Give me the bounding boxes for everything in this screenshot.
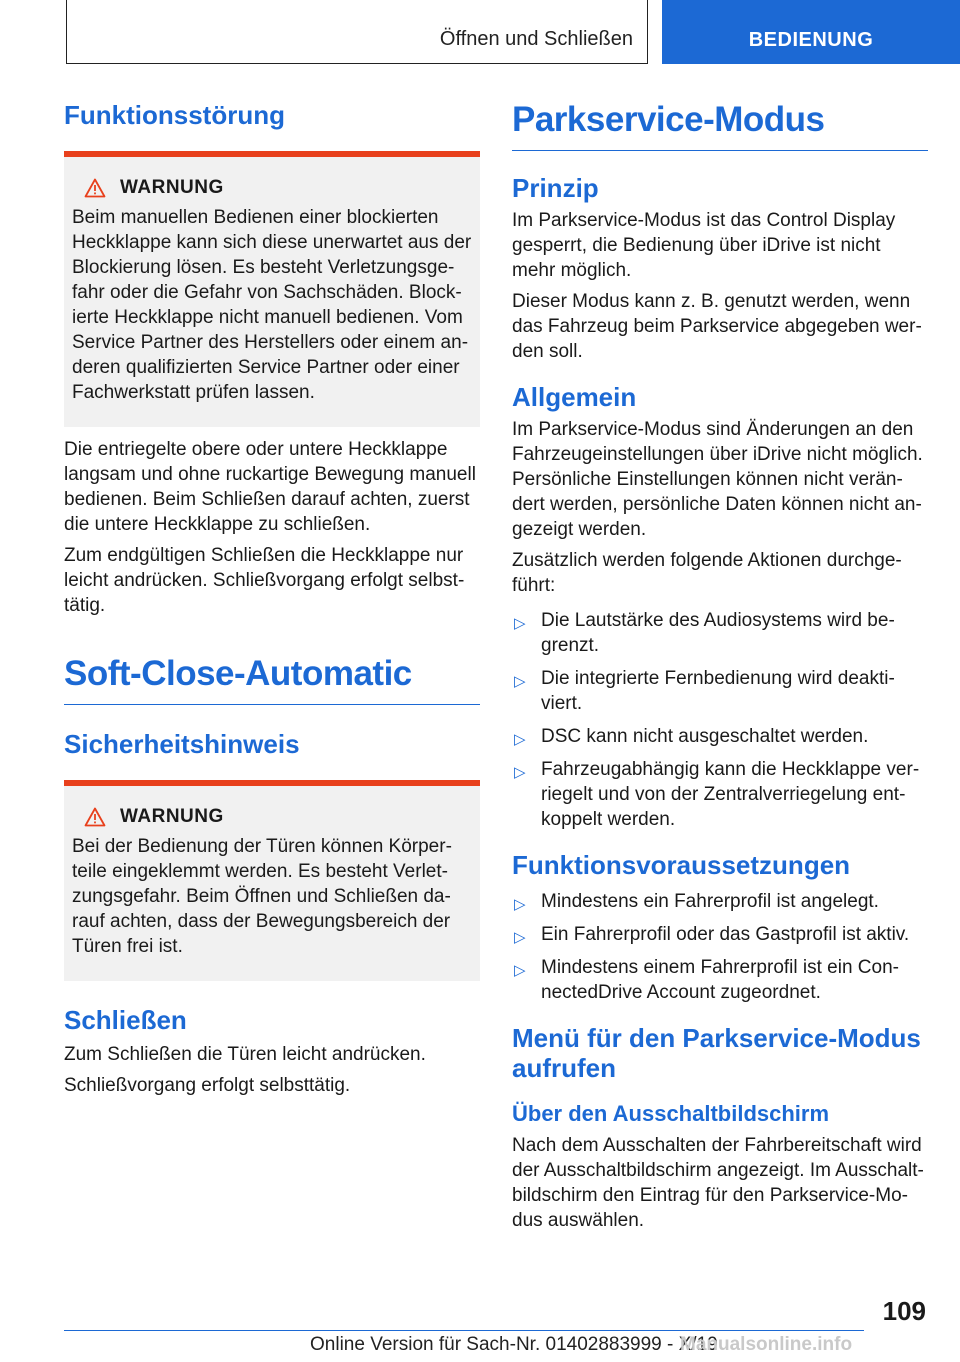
paragraph: Im Parkservice-Modus sind Änderungen an den Fahrzeugeinstellungen über iDrive nicht möglich. Persönliche Einstellungen können nicht verändert werden, persönliche Daten können nicht angezeigt werden. (512, 419, 923, 540)
warning-text: Beim manuellen Bedienen einer blockierten Heckklappe kann sich diese unerwartet aus der Blockierung lösen. Es besteht Verletzungsgefahr oder die Gefahr von Sachschäden. Blockierte Heckklappe nicht manuell bedienen. Vom Service Partner des Herstellers oder einem anderen qualifizierten Service Partner oder einer Fachwerkstatt prüfen lassen. (72, 207, 472, 403)
ausschaltbildschirm-heading: Über den Ausschaltbildschirm (512, 1101, 830, 1126)
warning-triangle-icon (84, 178, 106, 198)
header-section-title: Öffnen und Schließen (439, 28, 633, 50)
triangle-bullet-icon: ▷ (514, 929, 526, 946)
list-item (512, 889, 928, 914)
list-item (512, 922, 928, 947)
list-item (512, 608, 928, 658)
triangle-bullet-icon: ▷ (514, 731, 526, 748)
list-item-text: Ein Fahrerprofil oder das Gastprofil ist aktiv. (541, 924, 910, 945)
header-chapter-tab (662, 0, 960, 64)
paragraph: Dieser Modus kann z. B. genutzt werden, wenn das Fahrzeug beim Parkservice abgegeben werden soll. (512, 291, 922, 362)
paragraph: Zum endgültigen Schließen die Heckklappe nur leicht andrücken. Schließvorgang erfolgt selbsttätig. (64, 545, 465, 616)
triangle-bullet-icon: ▷ (514, 764, 526, 781)
paragraph: Im Parkservice-Modus ist das Control Display gesperrt, die Bedienung über iDrive ist nicht mehr möglich. (512, 210, 896, 281)
soft-close-heading: Soft-Close-Automatic (64, 654, 480, 705)
footer-divider (64, 1330, 864, 1331)
voraussetzungen-heading: Funktionsvoraussetzungen (512, 850, 851, 880)
header-section-tab (66, 0, 648, 64)
paragraph: Die entriegelte obere oder untere Heckklappe langsam und ohne ruckartige Bewegung manuell bedienen. Beim Schließen darauf achten, zuerst die untere Heckklappe zu schließen. (64, 439, 476, 535)
warning-title: WARNUNG (120, 177, 224, 198)
watermark: Manualsonline.info (680, 1334, 853, 1355)
menue-heading: Menü für den Parkservice-Modus aufrufen (512, 1023, 921, 1083)
paragraph: Zusätzlich werden folgende Aktionen durchgeführt: (512, 550, 902, 596)
warning-box (64, 151, 480, 427)
sicherheitshinweis-heading: Sicherheitshinweis (64, 729, 300, 759)
triangle-bullet-icon: ▷ (514, 673, 526, 690)
triangle-bullet-icon: ▷ (514, 615, 526, 632)
list-item-text: DSC kann nicht ausgeschaltet werden. (541, 726, 869, 747)
list-item-text: Die Lautstärke des Audiosystems wird begrenzt. (541, 610, 895, 656)
list-item (512, 666, 928, 716)
parkservice-heading: Parkservice-Modus (512, 100, 928, 151)
warning-title: WARNUNG (120, 806, 224, 827)
right-column (512, 100, 928, 1239)
page-number: 109 (882, 1296, 926, 1326)
list-item-text: Mindestens einem Fahrerprofil ist ein ConnectedDrive Account zugeordnet. (541, 957, 899, 1003)
paragraph: Schließvorgang erfolgt selbsttätig. (64, 1075, 351, 1096)
schliessen-heading: Schließen (64, 1005, 187, 1035)
list-item-text: Fahrzeugabhängig kann die Heckklappe verriegelt und von der Zentralverriegelung entkoppelt werden. (541, 759, 920, 830)
warning-header (72, 806, 472, 828)
list-item (512, 757, 928, 832)
allgemein-heading: Allgemein (512, 382, 637, 412)
left-column (64, 100, 480, 1104)
actions-list (512, 608, 928, 832)
funktionsstoerung-heading: Funktionsstörung (64, 100, 285, 130)
prinzip-heading: Prinzip (512, 173, 599, 203)
warning-triangle-icon (84, 807, 106, 827)
list-item (512, 955, 928, 1005)
header-chapter-label: BEDIENUNG (748, 29, 874, 51)
warning-box (64, 780, 480, 981)
online-version-text: Online Version für Sach-Nr. 01402883999 - X/19 (310, 1334, 718, 1355)
list-item-text: Mindestens ein Fahrerprofil ist angelegt. (541, 891, 879, 912)
paragraph: Zum Schließen die Türen leicht andrücken. (64, 1044, 426, 1065)
requirements-list (512, 889, 928, 1005)
triangle-bullet-icon: ▷ (514, 962, 526, 979)
triangle-bullet-icon: ▷ (514, 896, 526, 913)
list-item-text: Die integrierte Fernbedienung wird deaktiviert. (541, 668, 895, 714)
warning-header (72, 177, 472, 199)
list-item (512, 724, 928, 749)
paragraph: Nach dem Ausschalten der Fahrbereitschaft wird der Ausschaltbildschirm angezeigt. Im Ausschaltbildschirm den Eintrag für den Parkservice-Modus auswählen. (512, 1135, 924, 1231)
warning-text: Bei der Bedienung der Türen können Körperteile eingeklemmt werden. Es besteht Verletzungsgefahr. Beim Öffnen und Schließen darauf achten, dass der Bewegungsbereich der Türen frei ist. (72, 836, 452, 957)
